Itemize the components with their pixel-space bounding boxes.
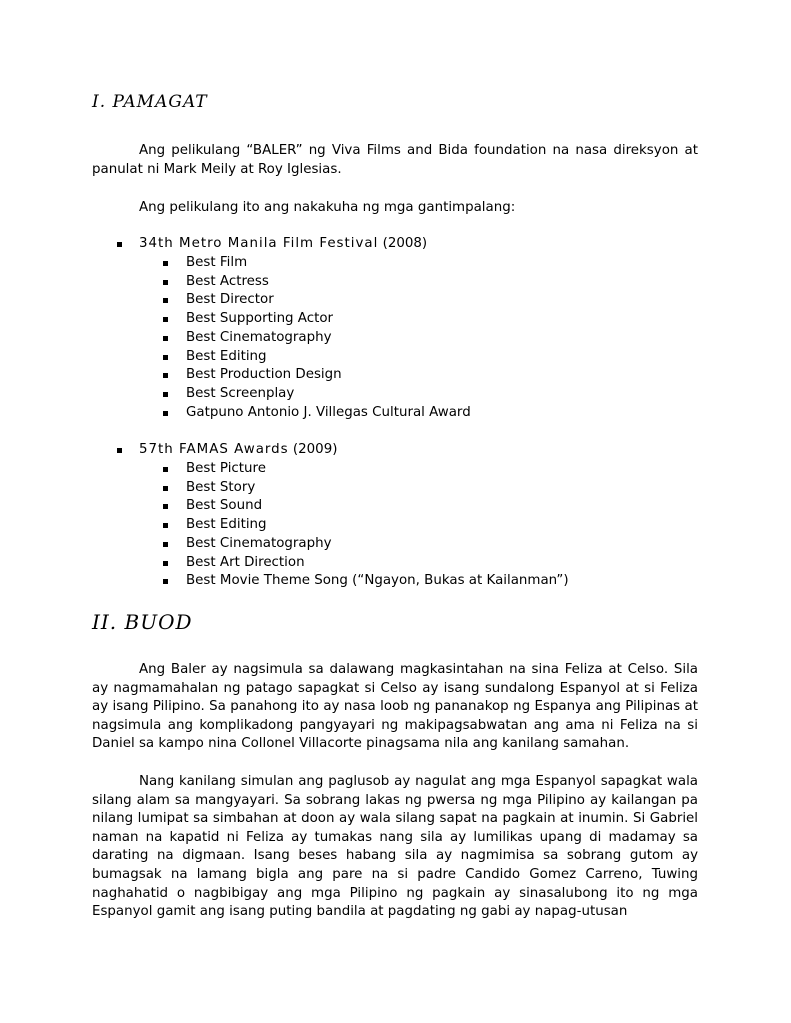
list-item: Best Screenplay (161, 385, 471, 404)
list-item: Best Editing (161, 348, 471, 367)
list-item: Best Editing (161, 516, 569, 535)
award-title-famas (139, 441, 337, 460)
paragraph-summary-1 (92, 661, 698, 754)
award-year: (2008) (382, 236, 428, 251)
award-list-mmff (161, 254, 471, 422)
award-bullet (117, 242, 122, 247)
paragraph-summary-2-text: Nang kanilang simulan ang paglusob ay nagulat ang mga Espanyol sapagkat wala silang alam sa mangyayari. Sa sobrang lakas ng pwersa ng mga Pilipino ay kailangan pa nilang lumipat sa simbahan at doon ay wala silang sapat na pagkain at inumin. Si Gabriel naman na kapatid ni Feliza ay tumakas nang sila ay lumilikas upang di madamay sa darating na digmaan. Isang beses habang sila ay nagmimisa sa sobrang gutom ay bumagsak na lamang bigla ang pare na si padre Candido Gomez Carreno, Tuwing naghahatid o nagbibigay ang mga Pilipino ng pagkain ay sinasalubong ito ng mga Espanyol gamit ang isang puting bandila at pagdating ng gabi ay napag-utusan (92, 774, 698, 920)
list-item: Best Actress (161, 273, 471, 292)
section-heading-pamagat: I. PAMAGAT (92, 92, 208, 112)
list-item: Best Production Design (161, 366, 471, 385)
award-name: 57th FAMAS Awards (139, 442, 289, 457)
list-item: Best Film (161, 254, 471, 273)
award-year: (2009) (292, 442, 338, 457)
award-list-famas (161, 460, 569, 591)
award-bullet (117, 448, 122, 453)
paragraph-awards-intro: Ang pelikulang ito ang nakakuha ng mga gantimpalang: (139, 200, 516, 215)
list-item: Best Supporting Actor (161, 310, 471, 329)
paragraph-summary-1-text: Ang Baler ay nagsimula sa dalawang magkasintahan na sina Feliza at Celso. Sila ay nagmamahalan ng patago sapagkat si Celso ay isang sundalong Espanyol at si Feliza ay isang Pilipino. Sa panahong ito ay nasa loob ng pananakop ng Espanya ang Pilipinas at nagsimula ang komplikadong pangyayari ng makipagsabwatan ang ama ni Feliza na si Daniel sa kampo nina Collonel Villacorte pinagsama nila ang kanilang samahan. (92, 662, 698, 752)
paragraph-intro (92, 142, 698, 179)
paragraph-intro-text: Ang pelikulang “BALER” ng Viva Films and Bida foundation na nasa direksyon at panulat ni Mark Meily at Roy Iglesias. (92, 143, 698, 177)
list-item: Gatpuno Antonio J. Villegas Cultural Award (161, 404, 471, 423)
award-title-mmff (139, 235, 427, 254)
paragraph-summary-2 (92, 773, 698, 922)
list-item: Best Cinematography (161, 535, 569, 554)
list-item: Best Director (161, 291, 471, 310)
list-item: Best Cinematography (161, 329, 471, 348)
list-item: Best Art Direction (161, 554, 569, 573)
section-heading-buod: II. BUOD (92, 610, 193, 634)
list-item: Best Movie Theme Song (“Ngayon, Bukas at Kailanman”) (161, 572, 569, 591)
list-item: Best Picture (161, 460, 569, 479)
award-name: 34th Metro Manila Film Festival (139, 236, 379, 251)
list-item: Best Sound (161, 497, 569, 516)
list-item: Best Story (161, 479, 569, 498)
